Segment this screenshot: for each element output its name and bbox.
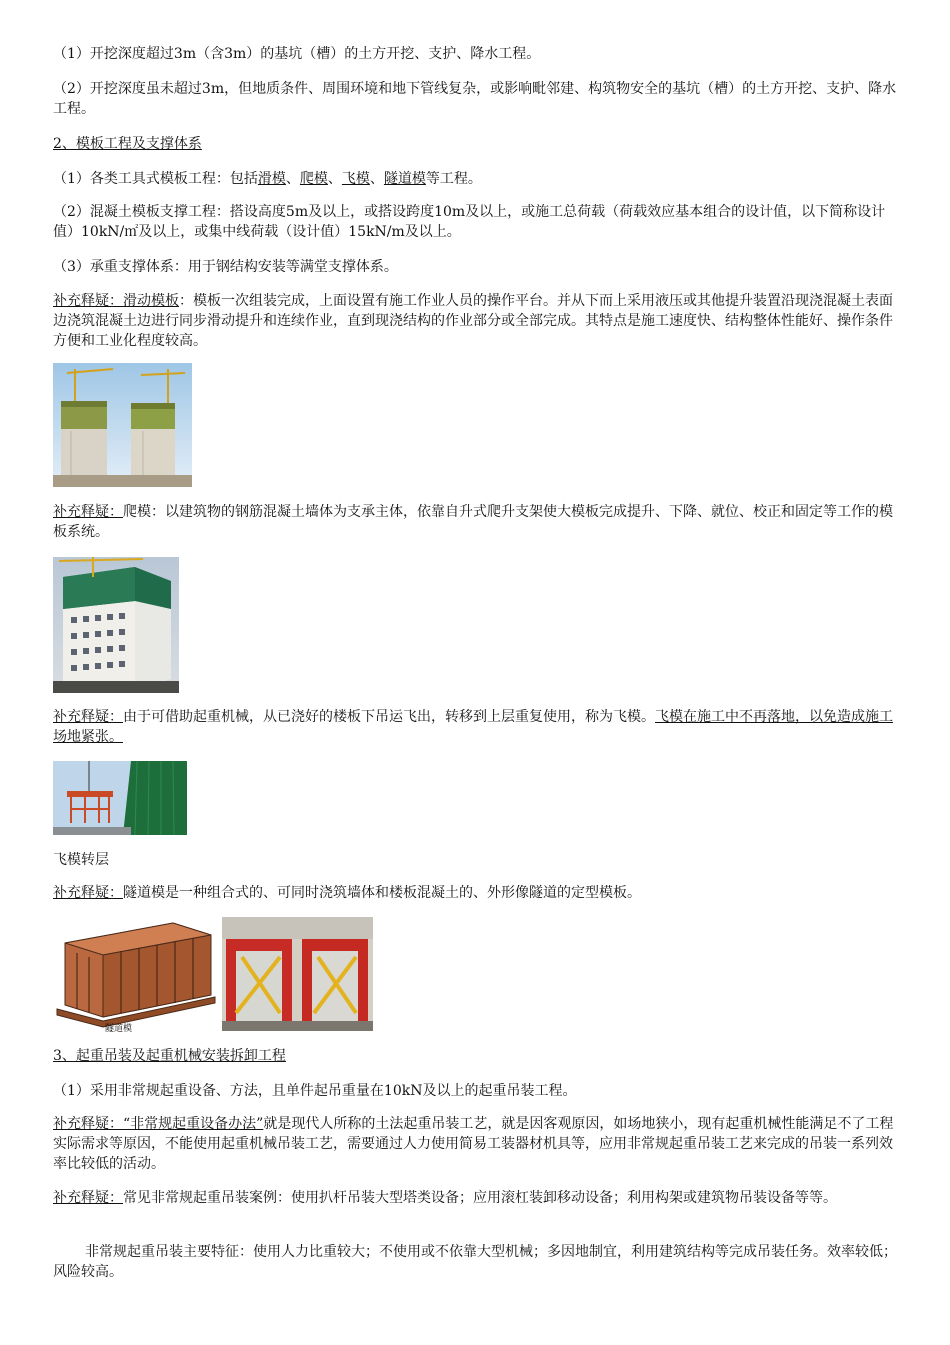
para-hoisting-features: 非常规起重吊装主要特征：使用人力比重较大；不使用或不依靠大型机械；多因地制宜，利用建筑结构等完成吊装任务。效率较低；风险较高。 bbox=[53, 1244, 897, 1280]
slipform-photo bbox=[53, 363, 192, 487]
note-flyingform: 补充释疑：由于可借助起重机械，从已浇好的楼板下吊运飞出，转移到上层重复使用，称为飞模。飞模在施工中不再落地，以免造成施工场地紧张。 bbox=[53, 709, 893, 745]
para-excavation-2: （2）开挖深度虽未超过3m，但地质条件、周围环境和地下管线复杂，或影响毗邻建、构筑物安全的基坑（槽）的土方开挖、支护、降水工程。 bbox=[53, 81, 897, 117]
para-hoisting-1: （1）采用非常规起重设备、方法，且单件起吊重量在10kN及以上的起重吊装工程。 bbox=[53, 1083, 577, 1099]
flyingform-caption: 飞模转层 bbox=[53, 852, 109, 868]
para-excavation-1: （1）开挖深度超过3m（含3m）的基坑（槽）的土方开挖、支护、降水工程。 bbox=[53, 46, 541, 62]
para-formwork-1: （1）各类工具式模板工程：包括滑模、爬模、飞模、隧道模等工程。 bbox=[53, 171, 482, 187]
heading-hoisting: 3、起重吊装及起重机械安装拆卸工程 bbox=[53, 1048, 286, 1064]
tunnelform-drawing-label: 隧道模 bbox=[105, 1024, 133, 1033]
note-nonstandard-hoisting: 补充释疑：“非常规起重设备办法”就是现代人所称的土法起重吊装工艺，就是因客观原因，如场地狭小，现有起重机械性能满足不了工程实际需求等原因，不能使用起重机械吊装工艺，需要通过人力使用简易工装器材机具等，应用非常规起重吊装工艺来完成的吊装一系列效率比较低的活动。 bbox=[53, 1116, 894, 1172]
heading-formwork: 2、模板工程及支撑体系 bbox=[53, 136, 202, 152]
flyingform-photo bbox=[53, 761, 187, 835]
note-hoisting-examples: 补充释疑：常见非常规起重吊装案例：使用扒杆吊装大型塔类设备；应用滚杠装卸移动设备；利用构架或建筑物吊装设备等等。 bbox=[53, 1190, 837, 1206]
tunnelform-photo bbox=[222, 917, 373, 1031]
tunnelform-drawing bbox=[53, 917, 216, 1033]
para-formwork-2: （2）混凝土模板支撑工程：搭设高度5m及以上，或搭设跨度10m及以上，或施工总荷载（荷载效应基本组合的设计值，以下简称设计值）10kN/㎡及以上，或集中线荷载（设计值）15kN/m及以上。 bbox=[53, 204, 886, 240]
note-slipform: 补充释疑：滑动模板：模板一次组装完成，上面设置有施工作业人员的操作平台。并从下而上采用液压或其他提升装置沿现浇混凝土表面边浇筑混凝土边进行同步滑动提升和连续作业，直到现浇结构的作业部分或全部完成。其特点是施工速度快、结构整体性能好、操作条件方便和工业化程度较高。 bbox=[53, 293, 893, 349]
note-climbform: 补充释疑：爬模：以建筑物的钢筋混凝土墙体为支承主体，依靠自升式爬升支架使大模板完成提升、下降、就位、校正和固定等工作的模板系统。 bbox=[53, 504, 893, 540]
para-formwork-3: （3）承重支撑体系：用于钢结构安装等满堂支撑体系。 bbox=[53, 259, 398, 275]
climbform-photo bbox=[53, 557, 179, 693]
note-tunnelform: 补充释疑：隧道模是一种组合式的、可同时浇筑墙体和楼板混凝土的、外形像隧道的定型模板。 bbox=[53, 885, 641, 901]
